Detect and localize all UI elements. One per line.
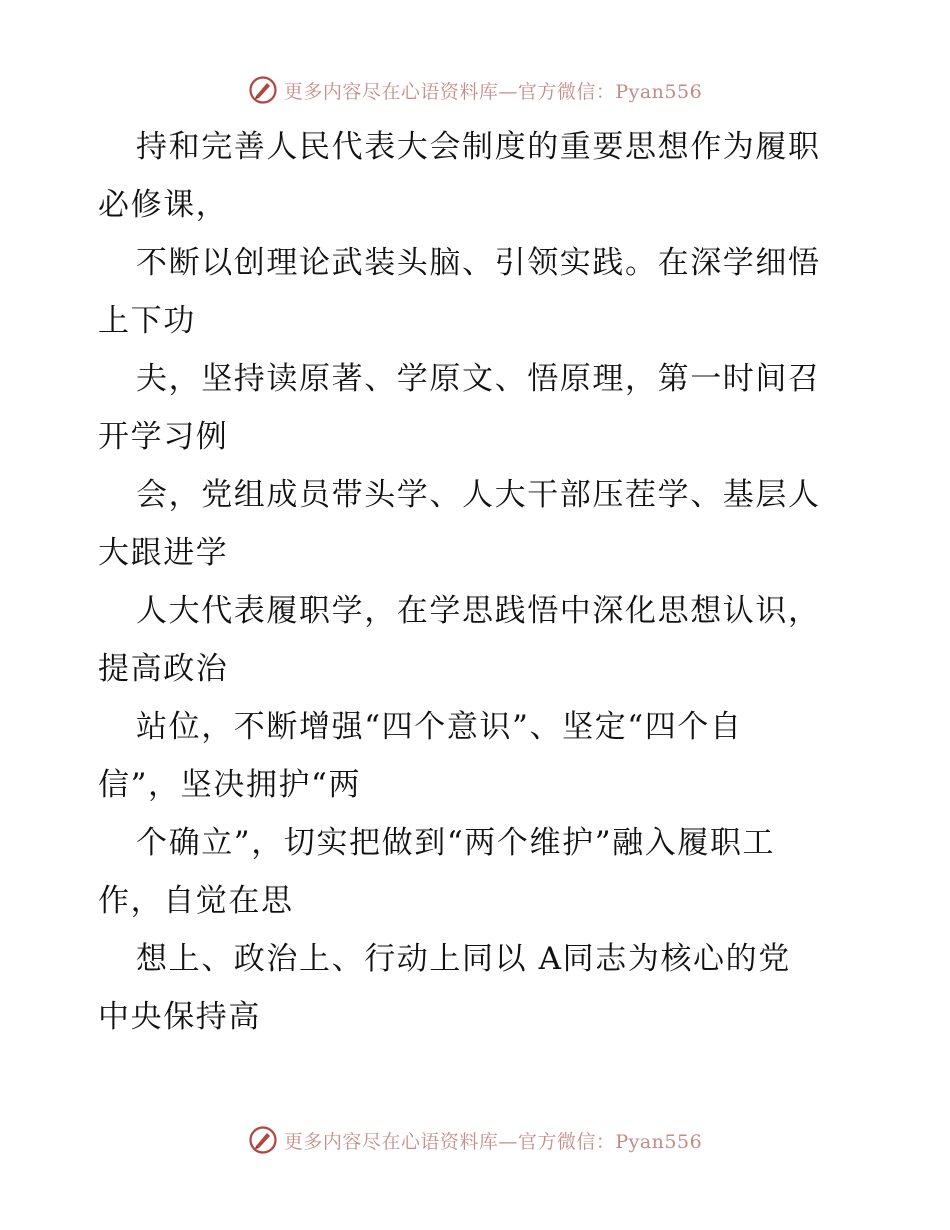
footer-watermark — [0, 1120, 950, 1160]
body-line: 大跟进学 — [98, 535, 229, 571]
body-line: 必修课， — [98, 187, 229, 223]
body-line: 作，自觉在思 — [98, 883, 294, 919]
body-line: 个确立”，切实把做到“两个维护”融入履职工 — [136, 825, 776, 861]
body-line: 开学习例 — [98, 419, 229, 455]
body-line: 上下功 — [98, 303, 196, 339]
body-line: 想上、政治上、行动上同以 A同志为核心的党 — [136, 941, 791, 977]
document-body — [98, 118, 858, 1046]
header-watermark — [0, 70, 950, 110]
body-line: 夫，坚持读原著、学原文、悟原理，第一时间召 — [136, 361, 821, 397]
body-line: 中央保持高 — [98, 999, 261, 1035]
watermark-text: 更多内容尽在心语资料库—官方微信：Pyan556 — [283, 80, 703, 103]
watermark-text: 更多内容尽在心语资料库—官方微信：Pyan556 — [283, 1130, 703, 1153]
body-line: 人大代表履职学，在学思践悟中深化思想认识， — [136, 593, 821, 629]
body-line: 会，党组成员带头学、人大干部压茬学、基层人 — [136, 477, 821, 513]
body-line: 站位，不断增强“四个意识”、坚定“四个自 — [136, 709, 743, 745]
pen-seal-icon — [248, 1125, 278, 1155]
body-line: 提高政治 — [98, 651, 229, 687]
body-line: 不断以创理论武装头脑、引领实践。在深学细悟 — [136, 245, 821, 281]
pen-seal-icon — [248, 75, 278, 105]
body-line: 持和完善人民代表大会制度的重要思想作为履职 — [136, 129, 821, 165]
body-line: 信”，坚决拥护“两 — [98, 767, 362, 803]
